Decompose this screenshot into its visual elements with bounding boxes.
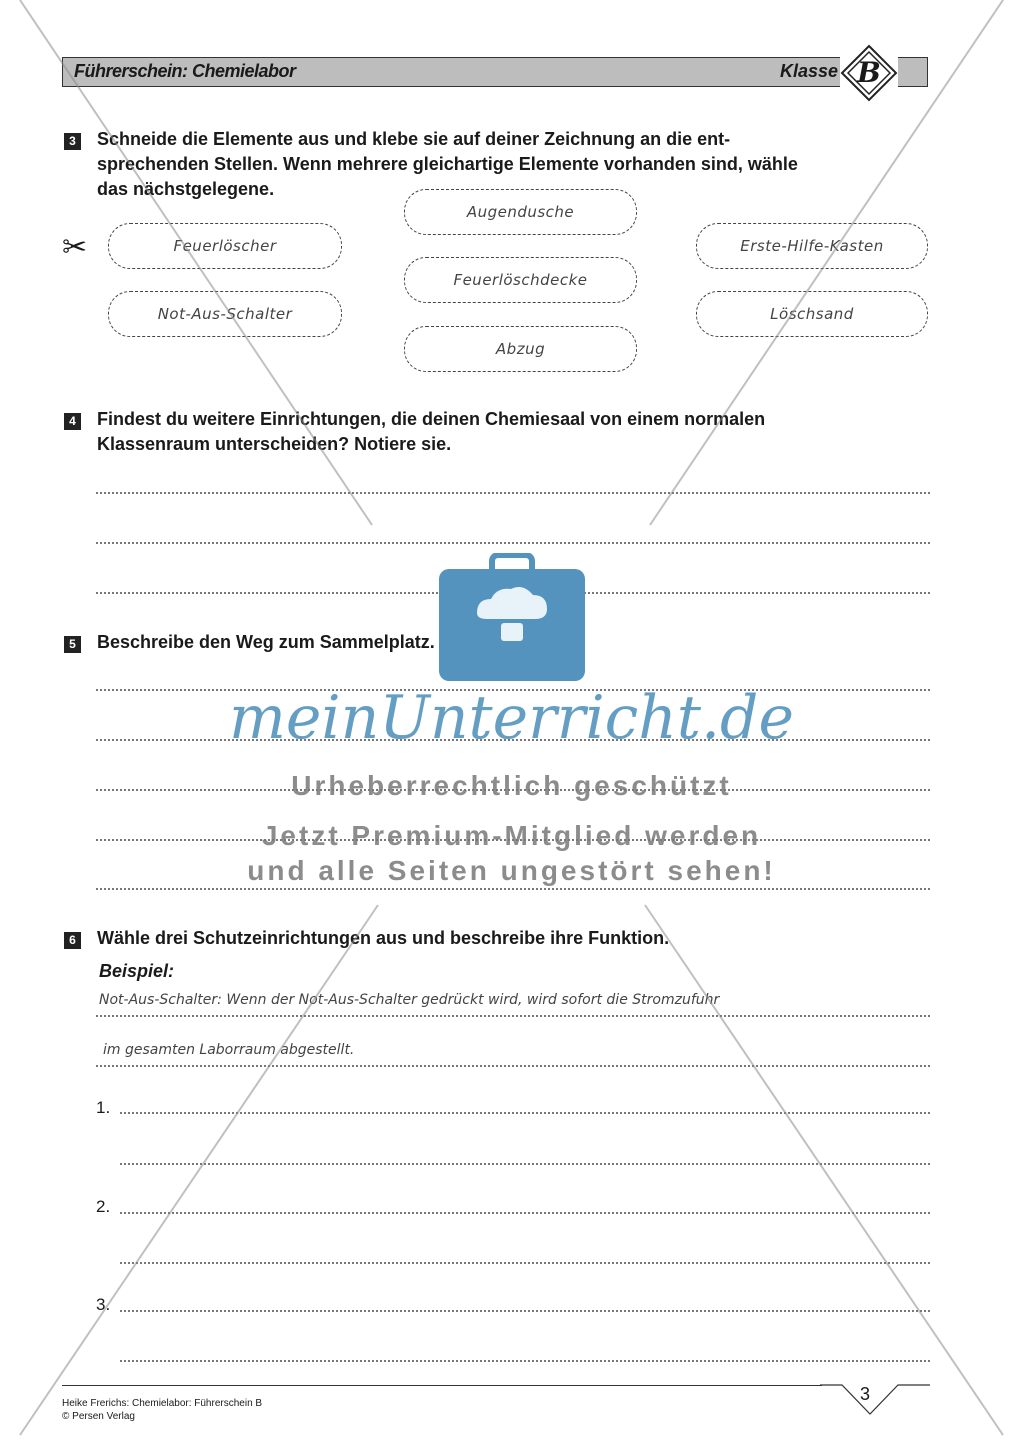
task3-line2: sprechenden Stellen. Wenn mehrere gleichartige Elemente vorhanden sind, wähle [97,154,798,174]
task6-number: 6 [64,932,81,949]
task3-number: 3 [64,133,81,150]
example-line2: im gesamten Laborraum abgestellt. [103,1042,355,1058]
cutout-not-aus-schalter[interactable]: Not-Aus-Schalter [108,291,342,337]
task5-text: Beschreibe den Weg zum Sammelplatz. [97,632,435,652]
cutout-abzug[interactable]: Abzug [404,326,637,372]
task4-number: 4 [64,413,81,430]
footer-publisher: © Persen Verlag [62,1411,135,1422]
watermark-line3: und alle Seiten ungestört sehen! [247,855,776,886]
item-3-label: 3. [96,1295,111,1314]
header-title: Führerschein: Chemielabor [74,61,296,81]
cutout-augendusche[interactable]: Augendusche [404,189,637,235]
page-number-frame [820,1384,930,1418]
task4-line2: Klassenraum unterscheiden? Notiere sie. [97,434,452,454]
scissors-icon: ✂ [62,231,88,264]
cutout-erste-hilfe-kasten[interactable]: Erste-Hilfe-Kasten [696,223,928,269]
task3-line1: Schneide die Elemente aus und klebe sie auf deiner Zeichnung an die ent- [97,129,731,149]
briefcase-icon [437,553,587,683]
task6-text: Wähle drei Schutzeinrichtungen aus und beschreibe ihre Funktion. [97,928,670,948]
klasse-value: B [857,56,881,89]
cutout-feuerloescher[interactable]: Feuerlöscher [108,223,342,269]
watermark-line2: Jetzt Premium-Mitglied werden [261,820,762,851]
watermark-line1: Urheberrechtlich geschützt [291,770,732,801]
footer-rule [62,1385,822,1386]
example-line1: Not-Aus-Schalter: Wenn der Not-Aus-Schalter gedrückt wird, wird sofort die Stromzufuhr [99,992,720,1008]
task5-number: 5 [64,636,81,653]
item-2-label: 2. [96,1197,111,1216]
footer-author: Heike Frerichs: Chemielabor: Führerschein B [62,1398,263,1409]
cutout-feuerloeschdecke[interactable]: Feuerlöschdecke [404,257,637,303]
cutout-loeschsand[interactable]: Löschsand [696,291,928,337]
footer-credits [62,1397,262,1423]
klasse-label: Klasse [780,61,839,81]
example-label: Beispiel: [99,961,175,981]
page-number: 3 [860,1384,871,1404]
item-1-label: 1. [96,1098,111,1117]
watermark-logo: meinUnterricht.de [229,683,794,753]
task3-line3: das nächstgelegene. [97,179,275,199]
task4-line1: Findest du weitere Einrichtungen, die deinen Chemiesaal von einem normalen [97,409,766,429]
